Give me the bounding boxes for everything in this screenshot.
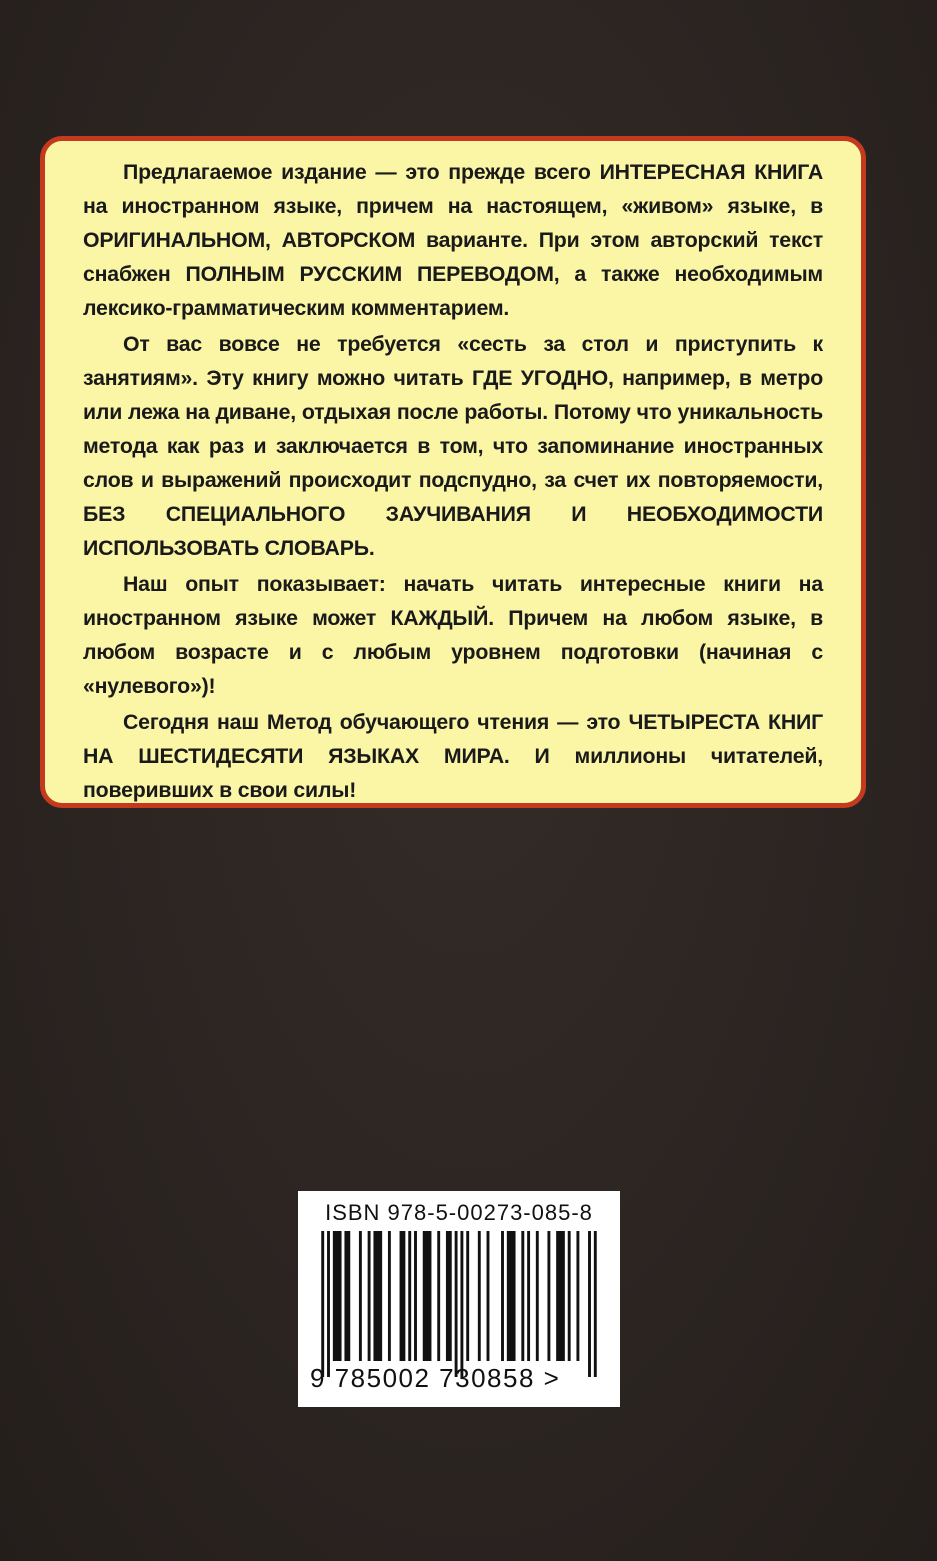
barcode-bar xyxy=(507,1231,516,1361)
barcode-bar xyxy=(368,1231,371,1361)
barcode-bar xyxy=(408,1231,411,1361)
blurb-paragraph-4 xyxy=(83,705,823,807)
body-text: Предлагаемое издание — это прежде всего xyxy=(123,160,600,184)
emphasis-text: БЕЗ СПЕЦИАЛЬНОГО ЗАУЧИВАНИЯ И НЕОБХОДИМОСТИ ИСПОЛЬЗОВАТЬ СЛОВАРЬ xyxy=(83,502,823,560)
barcode-bar xyxy=(327,1231,330,1377)
body-text: . Причем на любом языке, в любом возрасте и с любым уровнем подготовки (начиная с «нулевого»)! xyxy=(83,606,823,698)
emphasis-text: КАЖДЫЙ xyxy=(390,606,489,630)
body-text: . xyxy=(368,536,375,560)
emphasis-text: ПОЛНЫМ РУССКИМ ПЕРЕВОДОМ xyxy=(185,262,554,286)
body-text: , например, в метро или лежа на диване, отдыхая после работы. Потому что уникальность метода как раз и заключается в том, что запоминание иностранных слов и выражений происходит подспудно, за счет их повторяемости, xyxy=(83,366,824,492)
barcode-bar xyxy=(466,1231,469,1361)
body-text: Наш опыт показывает: начать читать интересные книги на иностранном языке может xyxy=(83,572,823,630)
barcode-bars xyxy=(314,1231,604,1377)
barcode-bar xyxy=(527,1231,530,1361)
barcode-bar xyxy=(373,1231,382,1361)
body-text: варианте. При этом авторский текст снабжен xyxy=(83,228,824,286)
emphasis-text: ЧЕТЫРЕСТА КНИГ НА ШЕСТИДЕСЯТИ ЯЗЫКАХ МИРА xyxy=(83,710,823,768)
barcode-bar xyxy=(423,1231,432,1361)
blurb-box xyxy=(40,136,866,808)
barcode-bar xyxy=(547,1231,550,1361)
barcode-bar xyxy=(400,1231,406,1361)
barcode-bar xyxy=(359,1231,362,1361)
blurb-paragraph-2 xyxy=(83,327,823,565)
blurb-paragraph-3 xyxy=(83,567,823,703)
emphasis-text: ГДЕ УГОДНО xyxy=(471,366,608,390)
barcode-bar xyxy=(460,1231,463,1377)
barcode-bar xyxy=(321,1231,324,1377)
barcode-bar xyxy=(455,1231,458,1377)
emphasis-text: ИНТЕРЕСНАЯ КНИГА xyxy=(599,160,823,184)
barcode-bar xyxy=(594,1231,597,1377)
barcode-bar xyxy=(556,1231,565,1361)
barcode-bar xyxy=(536,1231,539,1361)
body-text: Сегодня наш Метод обучающего чтения — это xyxy=(123,710,629,734)
barcode-bar xyxy=(344,1231,350,1361)
emphasis-text: ОРИГИНАЛЬНОМ, АВТОРСКОМ xyxy=(83,228,416,252)
barcode-bar xyxy=(446,1231,452,1361)
ean-digits: 9 785002 730858 > xyxy=(310,1363,561,1393)
body-text: От вас вовсе не требуется «сесть за стол и приступить к занятиям». Эту книгу можно читать xyxy=(83,332,823,390)
body-text: , а также необходимым лексико-грамматическим комментарием. xyxy=(83,262,823,320)
barcode-bar xyxy=(388,1231,391,1361)
barcode-bar xyxy=(521,1231,524,1361)
body-text: . И миллионы читателей, поверивших в свои силы! xyxy=(83,744,823,802)
barcode-bar xyxy=(437,1231,440,1361)
barcode-bar xyxy=(576,1231,579,1361)
barcode-bar xyxy=(487,1231,490,1361)
barcode-bar xyxy=(333,1231,342,1361)
barcode-label xyxy=(298,1191,620,1407)
barcode-bar xyxy=(501,1231,504,1361)
body-text: на иностранном языке, причем на настоящем, «живом» языке, в xyxy=(83,194,823,218)
barcode-bar xyxy=(568,1231,571,1361)
isbn-number: ISBN 978-5-00273-085-8 xyxy=(325,1200,593,1225)
barcode-bar xyxy=(588,1231,591,1377)
barcode-bar xyxy=(478,1231,481,1361)
barcode-bar xyxy=(414,1231,417,1361)
blurb-paragraph-1 xyxy=(83,155,823,325)
